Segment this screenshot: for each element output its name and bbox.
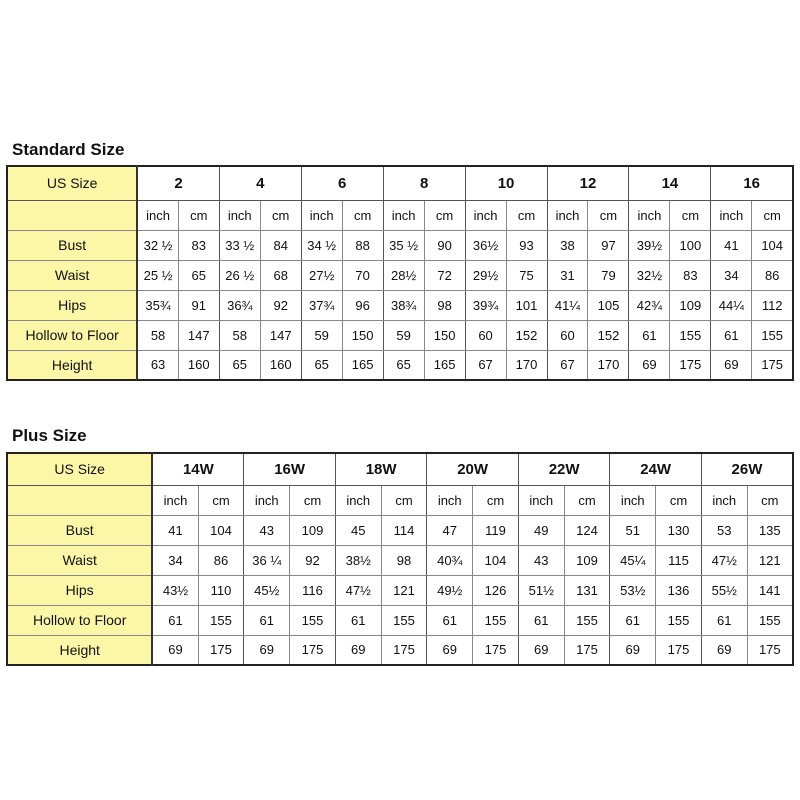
measurement-value: 147 <box>178 320 219 350</box>
measurement-value: 112 <box>752 290 793 320</box>
measurement-value: 28½ <box>383 260 424 290</box>
measurement-value: 175 <box>564 635 610 665</box>
measurement-value: 109 <box>670 290 711 320</box>
measurement-value: 61 <box>152 605 198 635</box>
measurement-value: 175 <box>656 635 702 665</box>
unit-inch: inch <box>335 485 381 515</box>
measurement-value: 92 <box>290 545 336 575</box>
size-header: 10 <box>465 166 547 200</box>
measurement-value: 124 <box>564 515 610 545</box>
measurement-label: Bust <box>7 230 137 260</box>
measurement-value: 41 <box>711 230 752 260</box>
measurement-value: 44¼ <box>711 290 752 320</box>
measurement-value: 84 <box>260 230 301 260</box>
measurement-value: 61 <box>335 605 381 635</box>
measurement-value: 141 <box>747 575 793 605</box>
measurement-value: 131 <box>564 575 610 605</box>
measurement-value: 38¾ <box>383 290 424 320</box>
measurement-value: 43½ <box>152 575 198 605</box>
measurement-value: 165 <box>424 350 465 380</box>
plus-size-title: Plus Size <box>12 426 87 445</box>
measurement-label: Waist <box>7 260 137 290</box>
measurement-value: 47½ <box>335 575 381 605</box>
measurement-value: 155 <box>381 605 427 635</box>
unit-inch: inch <box>383 200 424 230</box>
measurement-value: 45¼ <box>610 545 656 575</box>
measurement-value: 45 <box>335 515 381 545</box>
measurement-value: 29½ <box>465 260 506 290</box>
measurement-value: 147 <box>260 320 301 350</box>
measurement-value: 160 <box>260 350 301 380</box>
measurement-value: 165 <box>342 350 383 380</box>
size-header: 18W <box>335 453 427 485</box>
unit-cm: cm <box>290 485 336 515</box>
measurement-value: 98 <box>424 290 465 320</box>
measurement-value: 45½ <box>244 575 290 605</box>
measurement-value: 61 <box>711 320 752 350</box>
measurement-row <box>7 290 793 320</box>
measurement-value: 100 <box>670 230 711 260</box>
unit-cm: cm <box>588 200 629 230</box>
measurement-value: 41¼ <box>547 290 588 320</box>
measurement-value: 69 <box>610 635 656 665</box>
size-label: US Size <box>7 453 152 485</box>
measurement-value: 97 <box>588 230 629 260</box>
size-label: US Size <box>7 166 137 200</box>
measurement-row <box>7 515 793 545</box>
unit-cm: cm <box>260 200 301 230</box>
measurement-value: 86 <box>198 545 244 575</box>
measurement-value: 83 <box>670 260 711 290</box>
measurement-value: 58 <box>219 320 260 350</box>
measurement-value: 160 <box>178 350 219 380</box>
measurement-value: 49½ <box>427 575 473 605</box>
measurement-value: 42¾ <box>629 290 670 320</box>
measurement-value: 33 ½ <box>219 230 260 260</box>
measurement-value: 119 <box>473 515 519 545</box>
measurement-value: 35 ½ <box>383 230 424 260</box>
measurement-value: 36 ¼ <box>244 545 290 575</box>
unit-cm: cm <box>381 485 427 515</box>
measurement-value: 88 <box>342 230 383 260</box>
measurement-value: 93 <box>506 230 547 260</box>
size-header-row <box>7 166 793 200</box>
unit-cm: cm <box>752 200 793 230</box>
size-header: 8 <box>383 166 465 200</box>
measurement-value: 155 <box>473 605 519 635</box>
measurement-label: Height <box>7 350 137 380</box>
standard-size-table <box>6 165 794 381</box>
unit-cm: cm <box>506 200 547 230</box>
measurement-row <box>7 350 793 380</box>
measurement-value: 155 <box>752 320 793 350</box>
measurement-value: 47 <box>427 515 473 545</box>
measurement-value: 92 <box>260 290 301 320</box>
measurement-row <box>7 320 793 350</box>
measurement-value: 58 <box>137 320 178 350</box>
unit-inch: inch <box>610 485 656 515</box>
measurement-value: 101 <box>506 290 547 320</box>
measurement-value: 175 <box>290 635 336 665</box>
measurement-value: 39¾ <box>465 290 506 320</box>
measurement-label: Height <box>7 635 152 665</box>
measurement-label: Waist <box>7 545 152 575</box>
measurement-label: Bust <box>7 515 152 545</box>
unit-inch: inch <box>244 485 290 515</box>
measurement-value: 69 <box>427 635 473 665</box>
measurement-value: 150 <box>424 320 465 350</box>
unit-inch: inch <box>701 485 747 515</box>
unit-inch: inch <box>427 485 473 515</box>
measurement-value: 65 <box>219 350 260 380</box>
measurement-value: 175 <box>670 350 711 380</box>
measurement-value: 34 <box>152 545 198 575</box>
measurement-value: 38½ <box>335 545 381 575</box>
measurement-label: Hips <box>7 575 152 605</box>
measurement-value: 61 <box>518 605 564 635</box>
measurement-value: 32 ½ <box>137 230 178 260</box>
measurement-value: 136 <box>656 575 702 605</box>
unit-cm: cm <box>424 200 465 230</box>
measurement-row <box>7 260 793 290</box>
measurement-value: 36¾ <box>219 290 260 320</box>
measurement-value: 65 <box>383 350 424 380</box>
measurement-value: 34 <box>711 260 752 290</box>
measurement-value: 155 <box>656 605 702 635</box>
measurement-value: 43 <box>518 545 564 575</box>
standard-size-title: Standard Size <box>12 140 125 159</box>
measurement-value: 65 <box>178 260 219 290</box>
measurement-value: 65 <box>301 350 342 380</box>
unit-label-blank <box>7 200 137 230</box>
measurement-value: 39½ <box>629 230 670 260</box>
unit-header-row <box>7 200 793 230</box>
measurement-value: 105 <box>588 290 629 320</box>
measurement-value: 51 <box>610 515 656 545</box>
measurement-value: 69 <box>711 350 752 380</box>
measurement-value: 110 <box>198 575 244 605</box>
unit-inch: inch <box>301 200 342 230</box>
measurement-row <box>7 575 793 605</box>
measurement-value: 61 <box>244 605 290 635</box>
measurement-value: 61 <box>610 605 656 635</box>
measurement-value: 170 <box>506 350 547 380</box>
measurement-value: 47½ <box>701 545 747 575</box>
measurement-value: 175 <box>747 635 793 665</box>
measurement-value: 40¾ <box>427 545 473 575</box>
unit-inch: inch <box>137 200 178 230</box>
measurement-value: 86 <box>752 260 793 290</box>
measurement-value: 69 <box>518 635 564 665</box>
measurement-value: 67 <box>547 350 588 380</box>
size-header: 24W <box>610 453 702 485</box>
measurement-value: 37¾ <box>301 290 342 320</box>
measurement-value: 170 <box>588 350 629 380</box>
size-header: 26W <box>701 453 793 485</box>
measurement-value: 43 <box>244 515 290 545</box>
measurement-row <box>7 605 793 635</box>
unit-cm: cm <box>747 485 793 515</box>
measurement-value: 116 <box>290 575 336 605</box>
measurement-value: 35¾ <box>137 290 178 320</box>
size-header: 20W <box>427 453 519 485</box>
size-header: 14 <box>629 166 711 200</box>
measurement-value: 69 <box>152 635 198 665</box>
unit-inch: inch <box>711 200 752 230</box>
measurement-value: 121 <box>747 545 793 575</box>
measurement-value: 60 <box>547 320 588 350</box>
measurement-value: 152 <box>506 320 547 350</box>
size-header: 2 <box>137 166 219 200</box>
unit-label-blank <box>7 485 152 515</box>
measurement-value: 104 <box>752 230 793 260</box>
unit-cm: cm <box>564 485 610 515</box>
measurement-value: 41 <box>152 515 198 545</box>
measurement-value: 67 <box>465 350 506 380</box>
measurement-value: 59 <box>301 320 342 350</box>
measurement-value: 69 <box>244 635 290 665</box>
measurement-row <box>7 635 793 665</box>
measurement-value: 59 <box>383 320 424 350</box>
size-header: 14W <box>152 453 244 485</box>
measurement-value: 135 <box>747 515 793 545</box>
measurement-value: 31 <box>547 260 588 290</box>
measurement-value: 175 <box>473 635 519 665</box>
size-header: 6 <box>301 166 383 200</box>
unit-header-row <box>7 485 793 515</box>
measurement-value: 70 <box>342 260 383 290</box>
measurement-value: 51½ <box>518 575 564 605</box>
measurement-value: 72 <box>424 260 465 290</box>
size-header: 16W <box>244 453 336 485</box>
measurement-value: 61 <box>629 320 670 350</box>
size-header: 16 <box>711 166 793 200</box>
measurement-value: 49 <box>518 515 564 545</box>
measurement-value: 109 <box>564 545 610 575</box>
measurement-value: 121 <box>381 575 427 605</box>
measurement-value: 68 <box>260 260 301 290</box>
measurement-value: 175 <box>198 635 244 665</box>
size-header-row <box>7 453 793 485</box>
measurement-value: 25 ½ <box>137 260 178 290</box>
size-header: 4 <box>219 166 301 200</box>
plus-size-table <box>6 452 794 666</box>
size-header: 22W <box>518 453 610 485</box>
measurement-value: 55½ <box>701 575 747 605</box>
measurement-value: 75 <box>506 260 547 290</box>
measurement-value: 109 <box>290 515 336 545</box>
measurement-label: Hips <box>7 290 137 320</box>
measurement-value: 61 <box>701 605 747 635</box>
unit-cm: cm <box>178 200 219 230</box>
measurement-value: 60 <box>465 320 506 350</box>
unit-cm: cm <box>656 485 702 515</box>
unit-cm: cm <box>670 200 711 230</box>
measurement-value: 104 <box>198 515 244 545</box>
measurement-row <box>7 545 793 575</box>
unit-inch: inch <box>518 485 564 515</box>
measurement-value: 155 <box>564 605 610 635</box>
unit-cm: cm <box>473 485 519 515</box>
measurement-value: 155 <box>290 605 336 635</box>
unit-inch: inch <box>465 200 506 230</box>
unit-inch: inch <box>219 200 260 230</box>
measurement-value: 150 <box>342 320 383 350</box>
measurement-value: 114 <box>381 515 427 545</box>
size-header: 12 <box>547 166 629 200</box>
measurement-value: 69 <box>335 635 381 665</box>
measurement-value: 155 <box>198 605 244 635</box>
measurement-row <box>7 230 793 260</box>
measurement-value: 32½ <box>629 260 670 290</box>
unit-inch: inch <box>547 200 588 230</box>
measurement-value: 175 <box>752 350 793 380</box>
unit-cm: cm <box>342 200 383 230</box>
measurement-value: 90 <box>424 230 465 260</box>
measurement-value: 152 <box>588 320 629 350</box>
unit-cm: cm <box>198 485 244 515</box>
measurement-value: 53½ <box>610 575 656 605</box>
measurement-value: 63 <box>137 350 178 380</box>
measurement-label: Hollow to Floor <box>7 320 137 350</box>
measurement-value: 69 <box>629 350 670 380</box>
measurement-value: 26 ½ <box>219 260 260 290</box>
measurement-value: 79 <box>588 260 629 290</box>
measurement-value: 34 ½ <box>301 230 342 260</box>
measurement-value: 91 <box>178 290 219 320</box>
measurement-value: 98 <box>381 545 427 575</box>
measurement-value: 155 <box>670 320 711 350</box>
measurement-value: 36½ <box>465 230 506 260</box>
measurement-value: 96 <box>342 290 383 320</box>
measurement-value: 38 <box>547 230 588 260</box>
measurement-value: 130 <box>656 515 702 545</box>
measurement-label: Hollow to Floor <box>7 605 152 635</box>
unit-inch: inch <box>629 200 670 230</box>
measurement-value: 83 <box>178 230 219 260</box>
measurement-value: 115 <box>656 545 702 575</box>
measurement-value: 69 <box>701 635 747 665</box>
measurement-value: 61 <box>427 605 473 635</box>
measurement-value: 155 <box>747 605 793 635</box>
measurement-value: 126 <box>473 575 519 605</box>
measurement-value: 27½ <box>301 260 342 290</box>
measurement-value: 53 <box>701 515 747 545</box>
measurement-value: 104 <box>473 545 519 575</box>
unit-inch: inch <box>152 485 198 515</box>
measurement-value: 175 <box>381 635 427 665</box>
